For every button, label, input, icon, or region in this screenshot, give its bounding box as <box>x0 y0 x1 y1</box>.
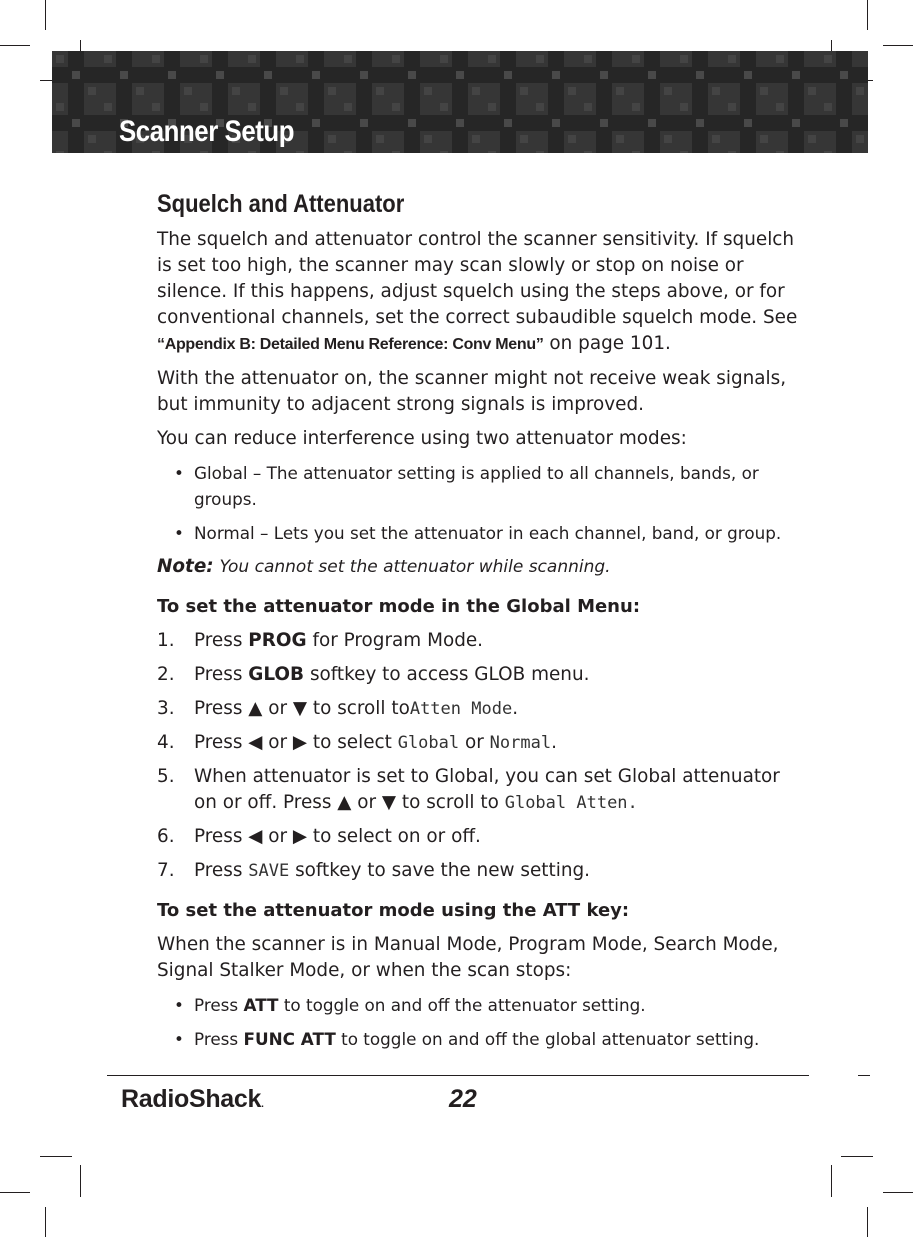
att-list <box>157 992 807 1052</box>
lcd-text: Global Atten. <box>504 793 638 813</box>
list-item <box>157 992 807 1018</box>
page-content <box>157 190 807 1060</box>
page-reference: on page 101. <box>549 333 671 354</box>
intro-paragraph <box>157 227 807 358</box>
step-number: 7. <box>157 860 175 881</box>
key-name: GLOB <box>248 664 305 685</box>
crop-mark <box>883 45 913 46</box>
crop-mark <box>45 1207 46 1237</box>
key-name: PROG <box>248 630 307 651</box>
global-steps <box>157 628 807 884</box>
step-text: for Program Mode. <box>312 630 484 651</box>
step-item <box>157 858 807 884</box>
modes-list <box>157 460 807 546</box>
step-text: Press <box>194 664 243 685</box>
crop-mark <box>0 45 30 46</box>
footer-divider <box>107 1075 809 1076</box>
brand-name: RadioShack <box>121 1085 262 1113</box>
step-number: 6. <box>157 826 175 847</box>
lcd-text: Global <box>397 733 460 753</box>
att-procedure-title: To set the attenuator mode using the ATT key: <box>157 900 630 921</box>
step-text: to toggle on and off the global attenuator setting. <box>341 1029 760 1049</box>
step-number: 5. <box>157 766 175 787</box>
note-text: You cannot set the attenuator while scanning. <box>219 557 611 577</box>
footer-tick <box>858 1075 870 1076</box>
crop-mark <box>841 1156 873 1157</box>
brand-logo <box>121 1085 264 1114</box>
section-heading: Squelch and Attenuator <box>157 190 405 218</box>
step-number: 2. <box>157 664 175 685</box>
step-text: softkey to access GLOB menu. <box>309 664 590 685</box>
header-banner <box>52 51 868 153</box>
key-name: ATT <box>243 995 279 1015</box>
step-text: Press <box>194 630 243 651</box>
crop-mark <box>45 0 46 30</box>
step-text: Press ▲ or ▼ to scroll to <box>194 698 410 719</box>
list-item <box>157 1026 807 1052</box>
lcd-text: Atten Mode <box>409 699 513 719</box>
step-text: Press ◀ or ▶ to select on or off. <box>194 826 481 847</box>
cross-reference-link[interactable]: “Appendix B: Detailed Menu Reference: Conv Menu” <box>157 336 544 353</box>
crop-mark <box>0 1192 30 1193</box>
crop-mark <box>40 1156 72 1157</box>
step-text: Press <box>194 1029 239 1049</box>
step-number: 1. <box>157 630 175 651</box>
step-item <box>157 730 807 756</box>
brand-mark: . <box>261 1099 264 1110</box>
see-label: See <box>762 307 798 328</box>
step-text: softkey to save the new setting. <box>295 860 591 881</box>
step-item <box>157 824 807 850</box>
global-procedure-title: To set the attenuator mode in the Global Menu: <box>157 596 641 617</box>
step-text: . <box>512 698 519 719</box>
step-item <box>157 764 807 816</box>
crop-mark <box>883 1192 913 1193</box>
step-text: When attenuator is set to Global, you can set Global attenuator on or off. Press ▲ or ▼ to scroll to <box>194 766 780 813</box>
list-item: • Global – The attenuator setting is applied to all channels, bands, or groups. <box>157 460 807 512</box>
lcd-text: SAVE <box>248 861 290 881</box>
step-text: Press ◀ or ▶ to select <box>194 732 392 753</box>
step-item <box>157 662 807 688</box>
attenuator-paragraph: With the attenuator on, the scanner might not receive weak signals, but immunity to adjacent strong signals is improved. <box>157 368 787 415</box>
step-item <box>157 628 807 654</box>
intro-text: The squelch and attenuator control the scanner sensitivity. If squelch is set too high, the scanner may scan slowly or stop on noise or silence. If this happens, adjust squelch using the steps above, or for conventional channels, set the correct subaudible squelch mode. <box>157 229 795 328</box>
list-item: • Normal – Lets you set the attenuator in each channel, band, or group. <box>157 520 807 546</box>
step-text: Press <box>194 995 239 1015</box>
crop-mark <box>867 1207 868 1237</box>
step-number: 3. <box>157 698 175 719</box>
crop-mark <box>80 1165 81 1197</box>
step-text: or <box>464 732 484 753</box>
step-text: . <box>551 732 557 753</box>
key-name: FUNC ATT <box>243 1029 336 1049</box>
page-number: 22 <box>449 1085 477 1113</box>
crop-mark <box>867 0 868 30</box>
note-label: Note: <box>157 556 214 577</box>
step-item <box>157 696 807 722</box>
section-title: Scanner Setup <box>119 115 295 148</box>
att-intro: When the scanner is in Manual Mode, Program Mode, Search Mode, Signal Stalker Mode, or when the scan stops: <box>157 934 779 981</box>
step-text: to toggle on and off the attenuator setting. <box>283 995 646 1015</box>
step-text: Press <box>194 860 243 881</box>
note <box>157 554 807 580</box>
crop-mark <box>831 1165 832 1197</box>
step-number: 4. <box>157 732 175 753</box>
lcd-text: Normal <box>489 733 552 753</box>
modes-intro: You can reduce interference using two attenuator modes: <box>157 428 687 449</box>
